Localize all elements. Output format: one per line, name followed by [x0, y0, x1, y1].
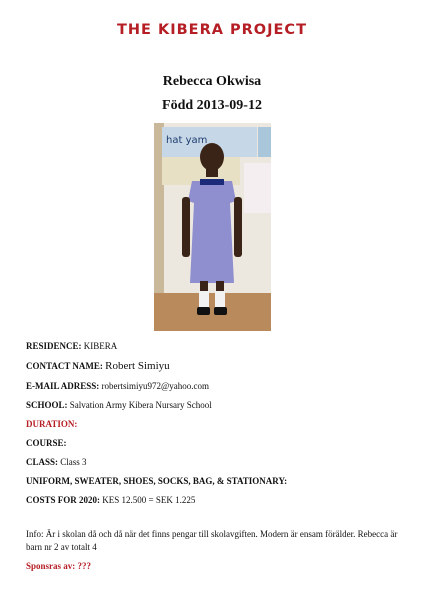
- residence-line: [26, 340, 406, 352]
- course-line: [26, 437, 406, 449]
- costs-line: [26, 494, 406, 506]
- svg-text:hat yam: hat yam: [166, 135, 208, 146]
- sponsor-line: [26, 560, 406, 572]
- class-value: Class 3: [60, 457, 87, 467]
- page-header: THE KIBERA PROJECT: [117, 22, 307, 38]
- email-line: [26, 380, 406, 392]
- birth-date: Född 2013-09-12: [162, 98, 262, 113]
- info-note: Info: Är i skolan då och då när det finns pengar till skolavgiften. Modern är ensam förälder. Rebecca är barn nr 2 av totalt 4: [26, 529, 398, 552]
- duration-label: DURATION:: [26, 419, 78, 429]
- class-label: CLASS:: [26, 457, 59, 467]
- school-value: Salvation Army Kibera Nursary School: [69, 400, 212, 410]
- duration-line: [26, 418, 406, 430]
- school-line: [26, 399, 406, 411]
- uniform-label: UNIFORM, SWEATER, SHOES, SOCKS, BAG, & STATIONARY:: [26, 476, 288, 486]
- sponsor-label: Sponsras av: ???: [26, 561, 92, 571]
- costs-value: KES 12.500 = SEK 1.225: [102, 495, 196, 505]
- email-value: robertsimiyu972@yahoo.com: [101, 381, 210, 391]
- class-line: [26, 456, 406, 468]
- email-label: E-MAIL ADRESS:: [26, 381, 100, 391]
- child-photo-illustration: [154, 123, 271, 331]
- child-photo: [154, 123, 271, 331]
- school-label: SCHOOL:: [26, 400, 68, 410]
- child-name: Rebecca Okwisa: [162, 74, 262, 89]
- contact-line: [26, 360, 406, 372]
- contact-value: Robert Simiyu: [105, 360, 170, 372]
- contact-label: CONTACT NAME:: [26, 361, 103, 371]
- uniform-line: [26, 475, 406, 487]
- residence-value: KIBERA: [83, 341, 118, 351]
- course-label: COURSE:: [26, 438, 67, 448]
- costs-label: COSTS FOR 2020:: [26, 495, 101, 505]
- residence-label: RESIDENCE:: [26, 341, 82, 351]
